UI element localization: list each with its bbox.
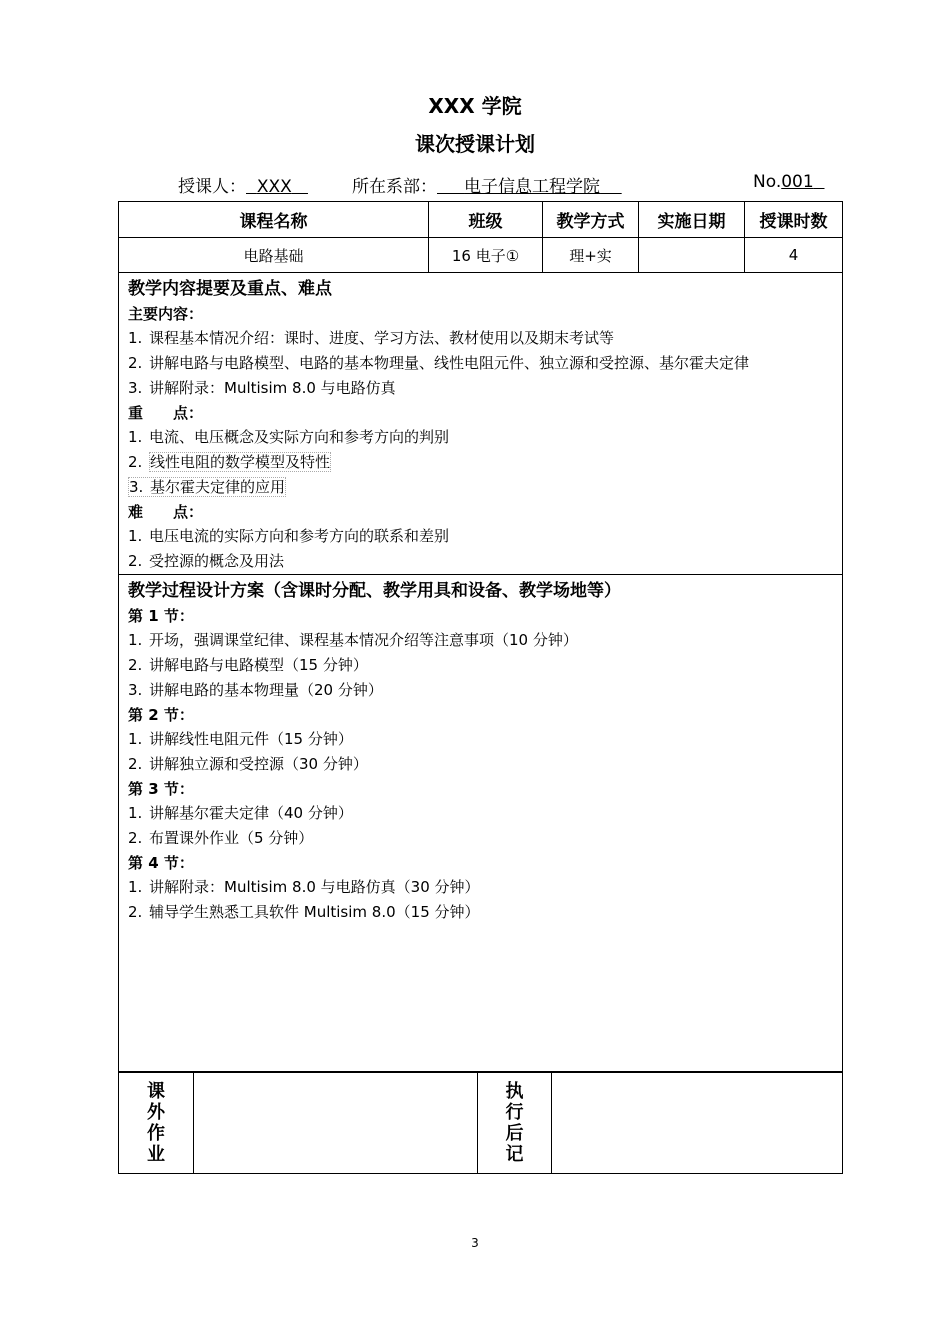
cell-teaching-mode: 理+实 bbox=[543, 238, 639, 273]
table-header-row bbox=[119, 202, 843, 238]
list-item: 2. 线性电阻的数学模型及特性 bbox=[128, 453, 331, 471]
content-row bbox=[119, 273, 843, 575]
session-3-label: 第 3 节： bbox=[128, 780, 194, 798]
cell-course-name: 电路基础 bbox=[119, 238, 429, 273]
cell-date bbox=[639, 238, 745, 273]
list-item: 1. 电压电流的实际方向和参考方向的联系和差别 bbox=[128, 527, 450, 545]
afterthought-label-cell bbox=[478, 1073, 552, 1174]
cell-class: 16 电子① bbox=[429, 238, 543, 273]
header-course-name: 课程名称 bbox=[119, 202, 429, 238]
difficult-points-label: 难 点： bbox=[128, 503, 204, 521]
list-item: 2. 讲解电路与电路模型、电路的基本物理量、线性电阻元件、独立源和受控源、基尔霍夫定律 bbox=[128, 354, 750, 372]
department-label: 所在系部： bbox=[352, 177, 437, 197]
key-points-label: 重 点： bbox=[128, 404, 204, 422]
list-item: 1. 课程基本情况介绍：课时、进度、学习方法、教材使用以及期末考试等 bbox=[128, 329, 615, 347]
header-class: 班级 bbox=[429, 202, 543, 238]
list-item: 3. 讲解电路的基本物理量（20 分钟） bbox=[128, 681, 383, 699]
cell-hours: 4 bbox=[745, 238, 843, 273]
header-hours: 授课时数 bbox=[745, 202, 843, 238]
department-value: 电子信息工程学院 bbox=[464, 177, 601, 197]
homework-label: 课外作业 bbox=[147, 1081, 165, 1165]
list-item: 2. 布置课外作业（5 分钟） bbox=[128, 829, 314, 847]
number-value: 001 bbox=[781, 172, 814, 192]
process-title: 教学过程设计方案（含课时分配、教学用具和设备、教学场地等） bbox=[128, 581, 621, 601]
afterthought-value bbox=[552, 1073, 843, 1174]
session-4-label: 第 4 节： bbox=[128, 854, 194, 872]
department-field bbox=[352, 172, 622, 196]
session-1-label: 第 1 节： bbox=[128, 607, 194, 625]
homework-value bbox=[194, 1073, 478, 1174]
list-item: 3. 基尔霍夫定律的应用 bbox=[129, 478, 286, 496]
number-field bbox=[753, 172, 825, 196]
number-label: No. bbox=[753, 172, 782, 192]
header-teaching-mode: 教学方式 bbox=[543, 202, 639, 238]
teacher-field bbox=[178, 172, 308, 196]
session-2-label: 第 2 节： bbox=[128, 706, 194, 724]
list-item: 3. 讲解附录：Multisim 8.0 与电路仿真 bbox=[128, 379, 396, 397]
list-item: 2. 辅导学生熟悉工具软件 Multisim 8.0（15 分钟） bbox=[128, 903, 480, 921]
footer-table bbox=[118, 1072, 843, 1174]
footer-row bbox=[119, 1073, 843, 1174]
table-row bbox=[119, 238, 843, 273]
teacher-value: XXX bbox=[256, 177, 292, 197]
institution-title: XXX 学院 bbox=[428, 94, 522, 118]
list-item: 2. 讲解独立源和受控源（30 分钟） bbox=[128, 755, 368, 773]
list-item: 2. 讲解电路与电路模型（15 分钟） bbox=[128, 656, 368, 674]
list-item: 2. 受控源的概念及用法 bbox=[128, 552, 285, 570]
content-section bbox=[119, 273, 843, 575]
content-title: 教学内容提要及重点、难点 bbox=[128, 279, 332, 299]
list-item: 1. 讲解基尔霍夫定律（40 分钟） bbox=[128, 804, 353, 822]
list-item: 1. 电流、电压概念及实际方向和参考方向的判别 bbox=[128, 428, 450, 446]
homework-label-cell bbox=[119, 1073, 194, 1174]
header-date: 实施日期 bbox=[639, 202, 745, 238]
list-item: 1. 开场，强调课堂纪律、课程基本情况介绍等注意事项（10 分钟） bbox=[128, 631, 578, 649]
afterthought-label: 执行后记 bbox=[505, 1081, 524, 1165]
page-number: 3 bbox=[471, 1236, 479, 1250]
process-row bbox=[119, 575, 843, 1072]
list-item: 1. 讲解附录：Multisim 8.0 与电路仿真（30 分钟） bbox=[128, 878, 480, 896]
plan-table bbox=[118, 201, 843, 1072]
teacher-label: 授课人： bbox=[178, 177, 246, 197]
list-item: 1. 讲解线性电阻元件（15 分钟） bbox=[128, 730, 353, 748]
main-content-label: 主要内容： bbox=[128, 305, 204, 323]
process-section bbox=[119, 575, 843, 1072]
document-title: 课次授课计划 bbox=[415, 132, 535, 156]
